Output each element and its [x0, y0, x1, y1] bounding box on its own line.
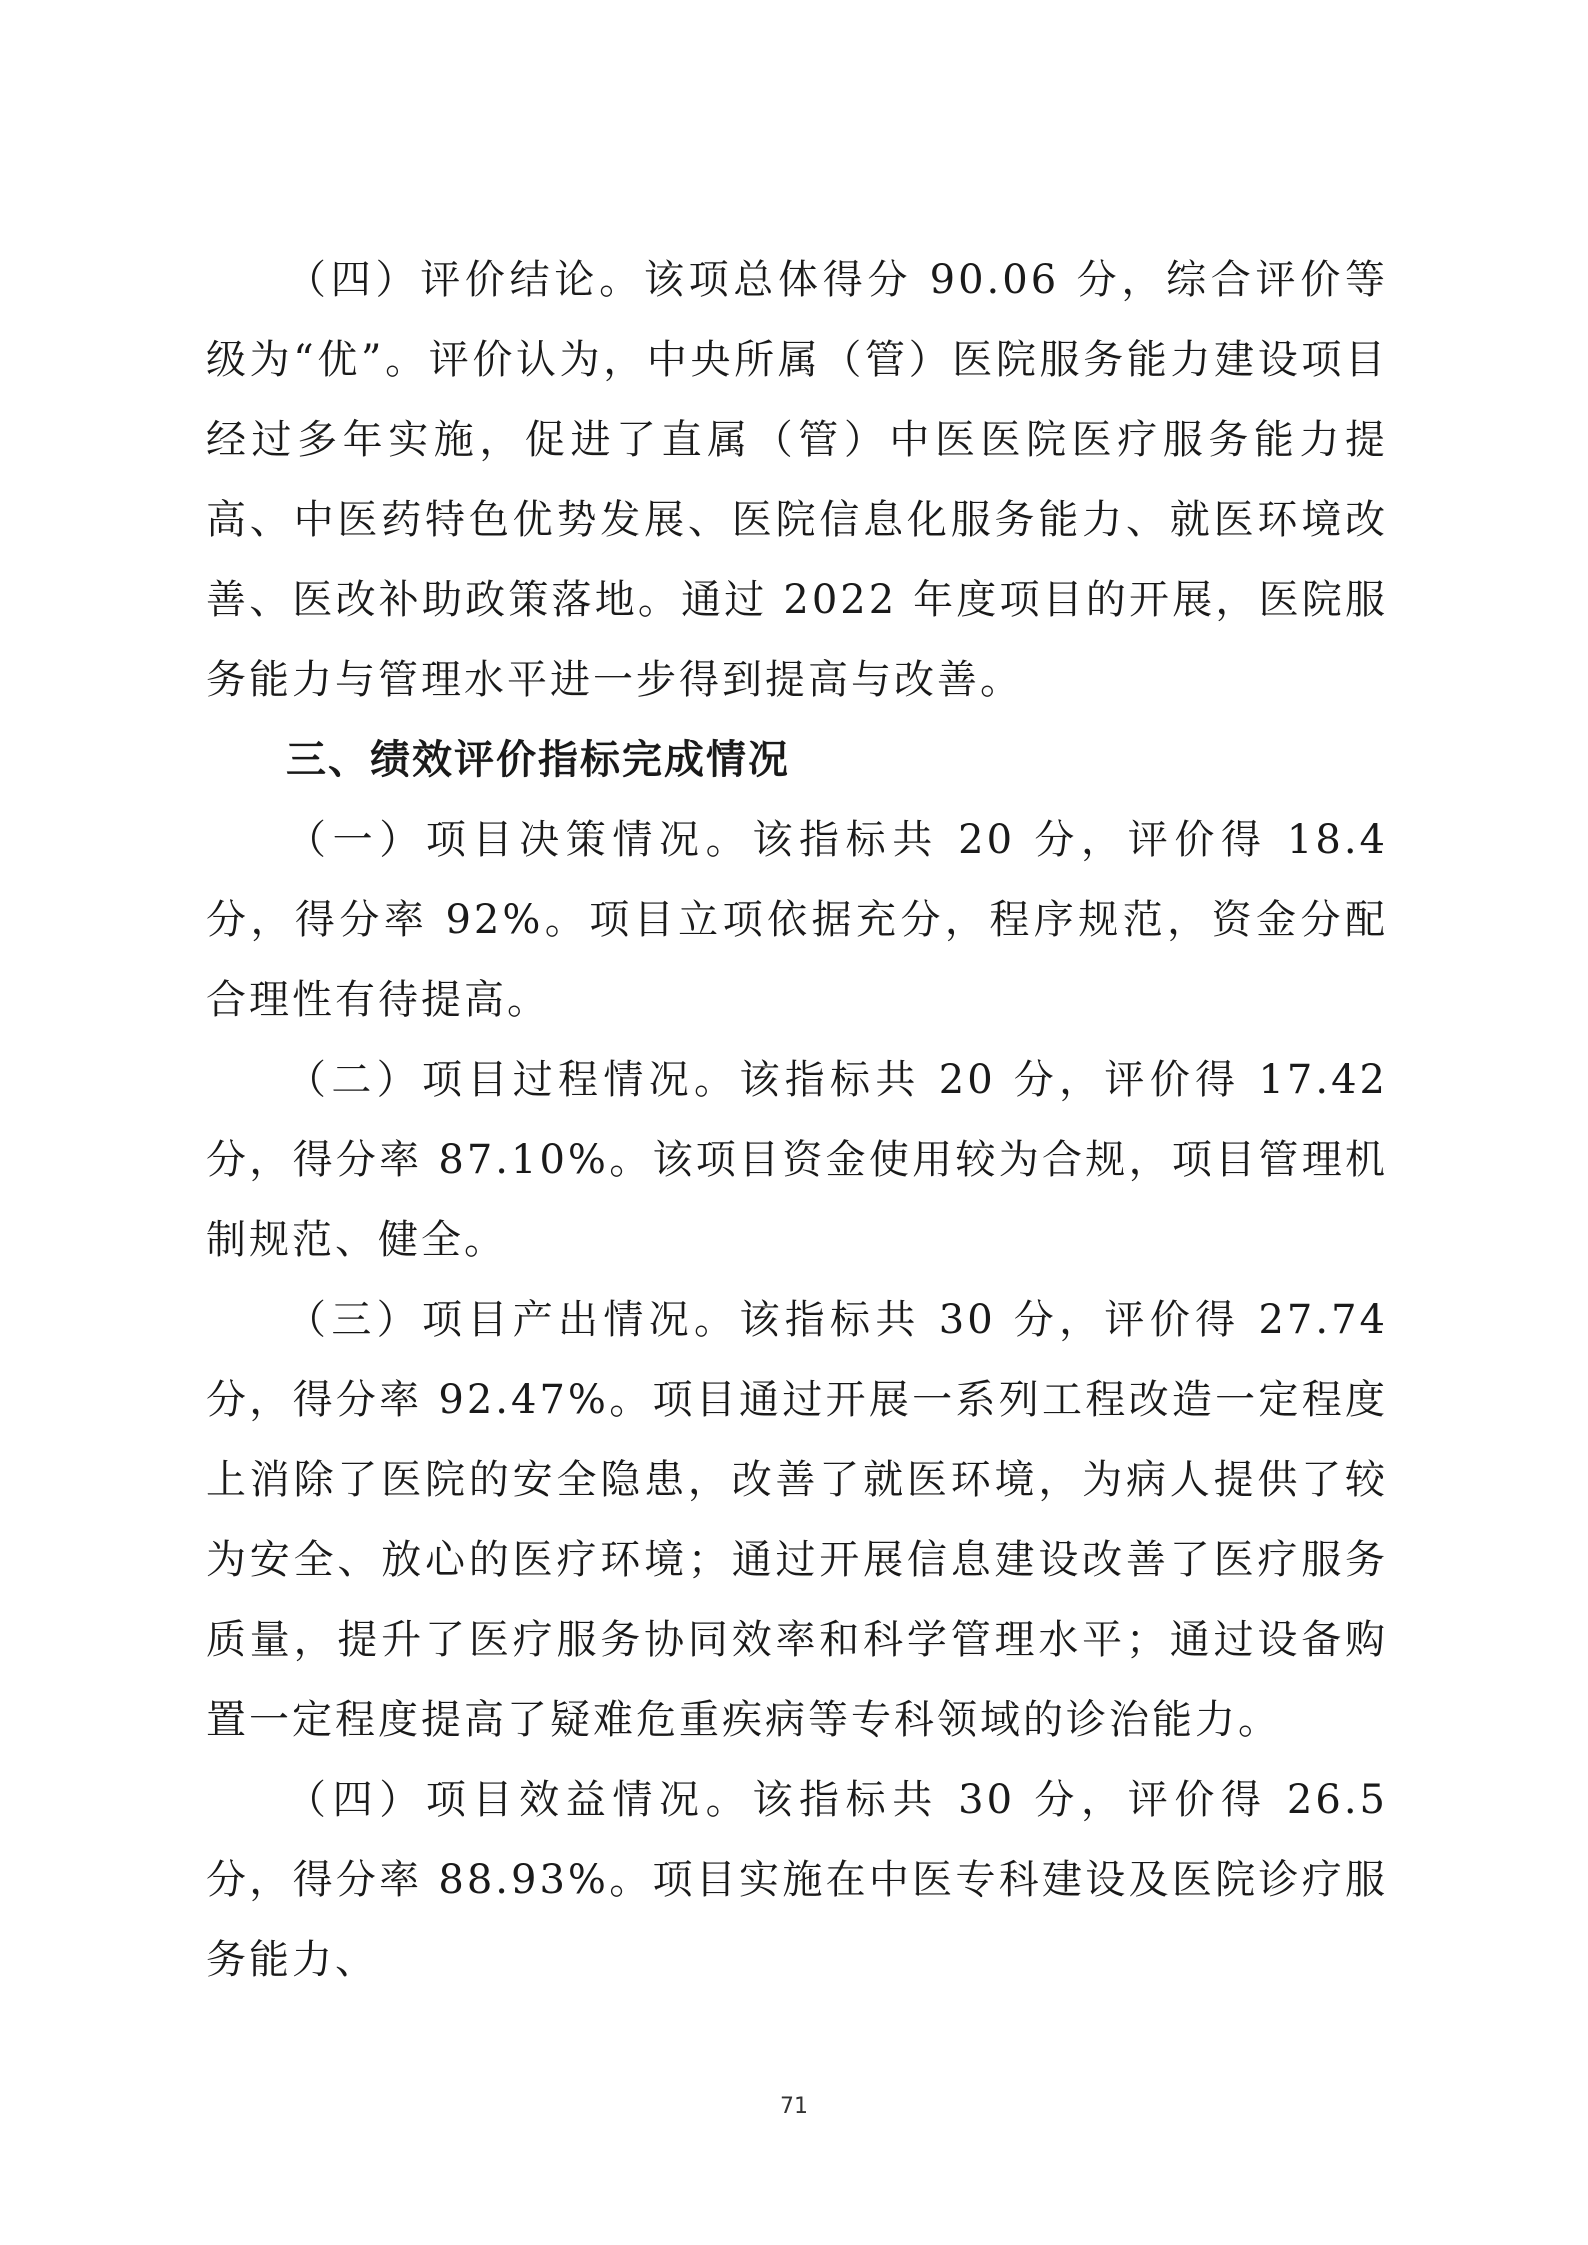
page-number: 71: [780, 2094, 808, 2119]
paragraph-evaluation-conclusion: （四）评价结论。该项总体得分 90.06 分，综合评价等级为“优”。评价认为，中央所属（管）医院服务能力建设项目经过多年实施，促进了直属（管）中医医院医疗服务能力提高、中医药特色优势发展、医院信息化服务能力、就医环境改善、医改补助政策落地。通过 2022 年度项目的开展，医院服务能力与管理水平进一步得到提高与改善。: [206, 257, 1388, 703]
paragraph-project-benefit: （四）项目效益情况。该指标共 30 分，评价得 26.5 分，得分率 88.93%。项目实施在中医专科建设及医院诊疗服务能力、: [206, 1777, 1388, 1983]
section-heading-performance-indicators: 三、绩效评价指标完成情况: [286, 737, 790, 783]
paragraph-project-decision: （一）项目决策情况。该指标共 20 分，评价得 18.4 分，得分率 92%。项目立项依据充分，程序规范，资金分配合理性有待提高。: [206, 817, 1388, 1023]
paragraph-project-output: （三）项目产出情况。该指标共 30 分，评价得 27.74 分，得分率 92.47%。项目通过开展一系列工程改造一定程度上消除了医院的安全隐患，改善了就医环境，为病人提供了较为安全、放心的医疗环境；通过开展信息建设改善了医疗服务质量，提升了医疗服务协同效率和科学管理水平；通过设备购置一定程度提高了疑难危重疾病等专科领域的诊治能力。: [206, 1297, 1388, 1743]
document-body: [206, 240, 1388, 2000]
paragraph-project-process: （二）项目过程情况。该指标共 20 分，评价得 17.42 分，得分率 87.10%。该项目资金使用较为合规，项目管理机制规范、健全。: [206, 1057, 1388, 1263]
